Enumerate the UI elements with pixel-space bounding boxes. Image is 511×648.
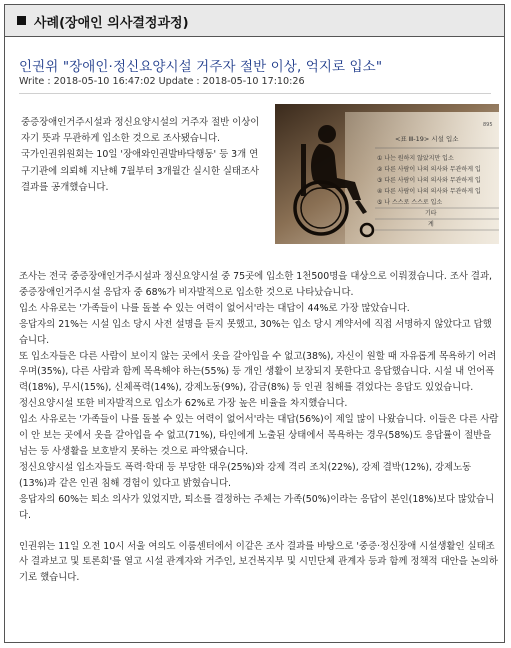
body-paragraph: 정신요양시설 입소자들도 폭력·학대 등 부당한 대우(25%)와 강제 격리 조치(22%), 강제 결박(12%), 강제노동(13%)과 같은 인권 침해 경험이 있다고 밝혔습니다. <box>19 461 472 489</box>
body-paragraph: 조사는 전국 중증장애인거주시설과 정신요양시설 중 75곳에 입소한 1천500명을 대상으로 이뤄졌습니다. 조사 결과, 중증장애인거주시설 응답자 중 68%가 비자발적으로 입소한 것으로 나타났습니다. <box>19 271 493 298</box>
table-row: ② 다른 사람이 나의 의사와 무관하게 입 <box>377 166 481 173</box>
table-row: ③ 다른 사람이 나의 의사와 무관하게 입 <box>377 177 481 184</box>
document-frame <box>4 4 505 643</box>
body-paragraph: 응답자의 60%는 퇴소 의사가 있었지만, 퇴소를 결정하는 주체는 가족(50%)이라는 응답이 본인(18%)보다 많았습니다. <box>19 493 495 521</box>
table-row: 기타 <box>425 210 437 217</box>
body-paragraph: 입소 사유로는 '가족들이 나를 돌볼 수 있는 여력이 없어서'라는 대답이 44%로 가장 많았습니다. <box>19 302 410 314</box>
article-photo <box>275 104 499 244</box>
body-paragraph: 응답자의 21%는 시설 입소 당시 사전 설명을 듣지 못했고, 30%는 입소 당시 계약서에 직접 서명하지 않았다고 답했습니다. <box>19 318 492 346</box>
section-header <box>5 5 504 37</box>
section-title: 사례(장애인 의사결정과정) <box>34 16 189 31</box>
page-number: 895 <box>483 122 493 128</box>
body-paragraph: 정신요양시설 또한 비자발적으로 입소가 62%로 가장 높은 비율을 차지했습니다. <box>19 398 348 410</box>
article-meta: Write : 2018-05-10 16:47:02 Update : 2018-05-10 17:10:26 <box>19 76 305 87</box>
body-paragraph: 또 입소자들은 다른 사람이 보이지 않는 곳에서 옷을 갈아입을 수 없고(38%), 자신이 원할 때 자유롭게 목욕하기 어려우며(35%), 다른 사람과 함께 목욕해야 하는(55%) 등 개인 생활이 보장되지 못한다고 응답했습니다. 시설 내 언어폭력(18%), 무시(15%), 신체폭력(14%), 강제노동(9%), 감금(8%) 등 인권 침해를 겪었다는 응답도 있었습니다. <box>19 350 497 394</box>
body-paragraph: 인권위는 11일 오전 10시 서울 여의도 이룸센터에서 이같은 조사 결과를 바탕으로 '중증·정신장애 시설생활인 실태조사 결과보고 및 토론회'를 열고 시설 관계자와 거주인, 보건복지부 및 시민단체 관계자 등과 함께 정책적 대안을 논의하기로 했습니다. <box>19 540 498 584</box>
intro-text <box>21 115 267 196</box>
intro-paragraph: 국가인권위원회는 10일 '장애와인권발바닥행동' 등 3개 연구기관에 의뢰해 지난해 7월부터 3개월간 실시한 실태조사 결과를 공개했습니다. <box>21 149 260 193</box>
divider <box>19 93 491 94</box>
article-body <box>19 269 499 586</box>
table-row: 계 <box>428 221 434 228</box>
intro-paragraph: 중증장애인거주시설과 정신요양시설의 거주자 절반 이상이 자기 뜻과 무관하게 입소한 것으로 조사됐습니다. <box>21 117 260 145</box>
table-caption: <표 Ⅲ-19> 시설 입소 <box>395 135 459 143</box>
table-row: ⑤ 나 스스로 스스로 입소 <box>377 199 443 206</box>
article-title: 인권위 "장애인·정신요양시설 거주자 절반 이상, 억지로 입소" <box>19 59 383 75</box>
table-row: ④ 다른 사람이 나의 의사와 무관하게 입 <box>377 188 481 195</box>
square-bullet-icon <box>17 16 26 25</box>
body-paragraph: 입소 사유로는 '가족들이 나를 돌볼 수 있는 여력이 없어서'라는 대답(56%)이 제일 많이 나왔습니다. 이들은 다른 사람이 안 보는 곳에서 옷을 갈아입을 수 없고(71%), 타인에게 노출된 상태에서 목욕하는 경우(58%)도 응답률이 절반을 넘는 등 사생활을 보호받지 못하는 것으로 파악됐습니다. <box>19 414 499 457</box>
table-row: ① 나는 원하지 않았지만 입소 <box>377 155 454 162</box>
paragraph-gap <box>19 524 499 539</box>
wheelchair-photo-illustration <box>275 104 499 244</box>
